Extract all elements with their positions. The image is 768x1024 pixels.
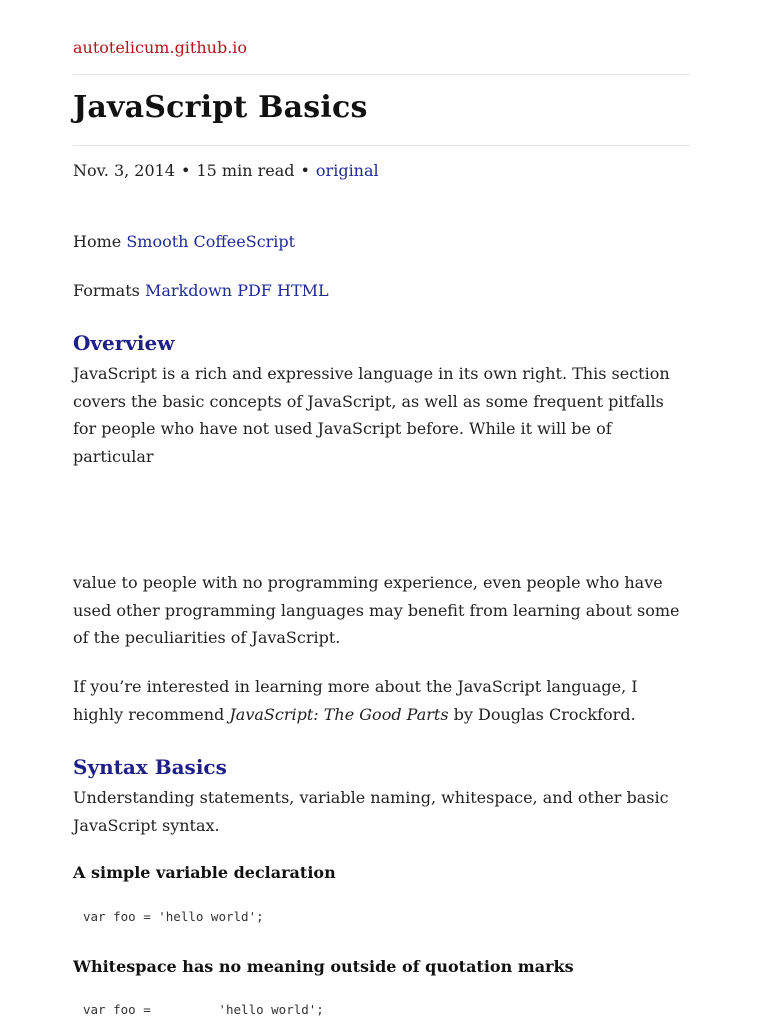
syntax-intro: Understanding statements, variable naming, whitespace, and other basic JavaScript syntax. (73, 788, 669, 835)
syntax-basics-heading: Syntax Basics (73, 755, 227, 779)
example-title: A simple variable declaration (73, 863, 336, 882)
formats-label: Formats (73, 281, 140, 300)
title-divider (73, 145, 690, 146)
meta-separator: • (181, 161, 191, 180)
home-label: Home (73, 232, 122, 251)
smooth-coffeescript-link[interactable]: Smooth CoffeeScript (126, 232, 296, 251)
format-link-html[interactable]: HTML (276, 281, 329, 300)
home-line (73, 232, 295, 251)
book-title: JavaScript: The Good Parts (229, 704, 449, 724)
read-time: 15 min read (196, 161, 295, 180)
overview-paragraph-end: value to people with no programming experience, even people who have used other programming languages may benefit from learning about some of the peculiarities of JavaScript. (73, 573, 680, 647)
publish-date: Nov. 3, 2014 (73, 161, 176, 180)
meta-separator: • (300, 161, 310, 180)
page-title: JavaScript Basics (73, 90, 368, 125)
article-meta (73, 161, 379, 180)
site-home-link[interactable]: autotelicum.github.io (73, 38, 248, 57)
overview-paragraph-start: JavaScript is a rich and expressive language in its own right. This section covers the basic concepts of JavaScript, as well as some frequent pitfalls for people who have not used JavaScript before. While it will be of particular (73, 364, 670, 466)
recommendation-author: by Douglas Crockford. (448, 704, 636, 724)
overview-heading: Overview (73, 331, 175, 355)
code-block: var foo = 'hello world'; (83, 909, 264, 924)
header-divider (73, 74, 690, 75)
format-link-markdown[interactable]: Markdown (144, 281, 233, 300)
recommendation-paragraph (73, 673, 690, 728)
original-link[interactable]: original (315, 161, 379, 180)
recommendation-text: If you’re interested in learning more about the JavaScript language, I highly recommend (73, 677, 638, 724)
format-link-pdf[interactable]: PDF (237, 281, 272, 300)
formats-line (73, 281, 329, 300)
example-title: Whitespace has no meaning outside of quotation marks (73, 957, 574, 976)
code-block: var foo = 'hello world'; (83, 1002, 324, 1017)
